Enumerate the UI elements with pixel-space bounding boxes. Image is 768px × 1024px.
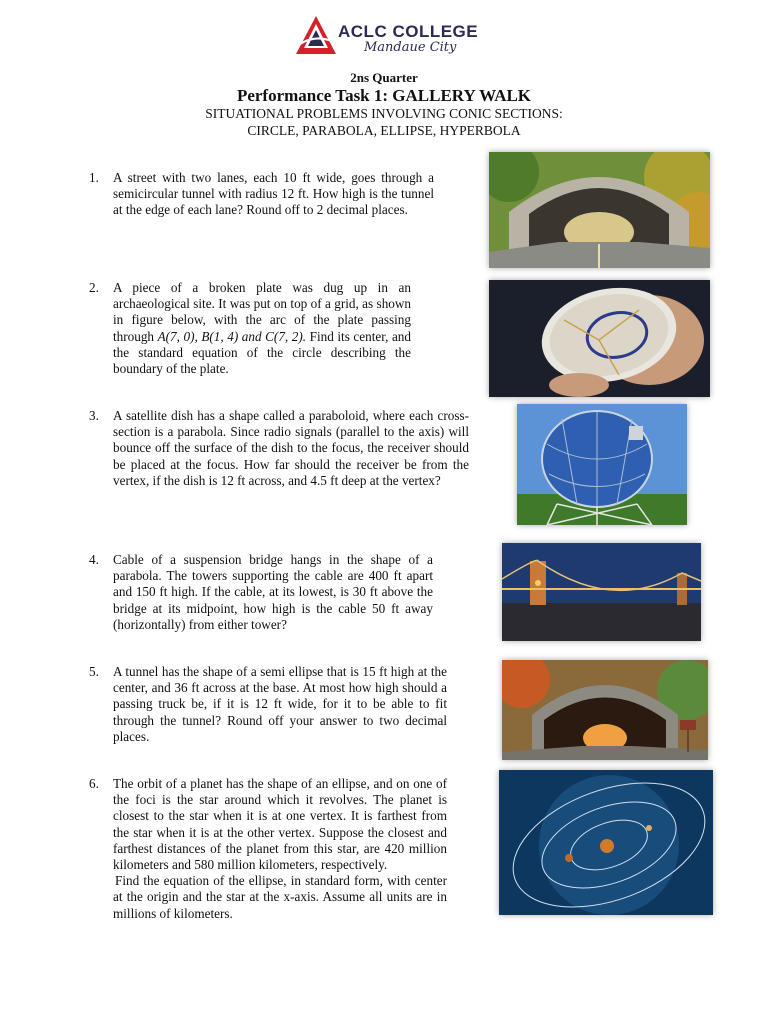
problem-text: A piece of a broken plate was dug up in an archaeological site. It was put on top of a grid, as shown in figure below, with the arc of the plate passing through A(7, 0), B(1, 4) and C(7, 2). Find its center, and the standard equation of the circle describing the boundary of the plate. — [113, 280, 411, 377]
problem-text: A tunnel has the shape of a semi ellipse that is 15 ft high at the center, and 36 ft across at the base. At most how high should a passing truck be, if it is 12 ft wide, for it to be able to fit through the tunnel? Round off your answer to two decimal places. — [113, 664, 447, 744]
problem-number: 4. — [89, 552, 99, 567]
problem-number: 6. — [89, 776, 99, 791]
college-logo — [294, 14, 479, 64]
problem-number: 3. — [89, 408, 99, 423]
tunnel-photo — [489, 152, 710, 268]
problem-number: 1. — [89, 170, 99, 185]
problem-text: A satellite dish has a shape called a paraboloid, where each cross-section is a parabola. Since radio signals (parallel to the axis) will bounce off the surface of the dish to the focus, the receiver should be placed at the focus. How far should the receiver be from the vertex, if the dish is 12 ft across, and 4.5 ft deep at the vertex? — [113, 408, 469, 488]
planet-orbit-photo — [499, 770, 713, 915]
broken-plate-photo — [489, 280, 710, 397]
college-name: ACLC COLLEGE — [338, 22, 479, 41]
suspension-bridge-photo — [502, 543, 701, 641]
subtitle-line-2: CIRCLE, PARABOLA, ELLIPSE, HYPERBOLA — [247, 123, 521, 138]
college-emblem-icon — [294, 14, 338, 58]
problem-points: A(7, 0), B(1, 4) and C(7, 2). — [157, 328, 307, 344]
satellite-dish-photo — [517, 404, 687, 525]
problem-text: The orbit of a planet has the shape of an ellipse, and on one of the foci is the star around which it revolves. The planet is closest to the star when it is at one vertex. It is farthest from the star when it is at the other vertex. Suppose the closest and farthest distances of the planet from this star, are 420 million kilometers and 580 million kilometers, respectively. — [113, 776, 447, 873]
subtitle-line-1: SITUATIONAL PROBLEMS INVOLVING CONIC SECTIONS: — [205, 106, 563, 121]
problem-text: Cable of a suspension bridge hangs in the shape of a parabola. The towers supporting the cable are 400 ft apart and 150 ft high. If the cable, at its lowest, is 30 ft above the bridge at its midpoint, how high is the cable 50 ft away (horizontally) from either tower? — [113, 552, 433, 632]
problem-text: A street with two lanes, each 10 ft wide, goes through a semicircular tunnel with radius 12 ft. How high is the tunnel at the edge of each lane? Round off to 2 decimal places. — [113, 170, 434, 218]
problem-number: 5. — [89, 664, 99, 679]
page-title: Performance Task 1: GALLERY WALK — [236, 86, 532, 105]
college-campus: Mandaue City — [364, 40, 457, 55]
quarter-label: 2ns Quarter — [350, 70, 418, 85]
elliptical-tunnel-photo — [502, 660, 708, 760]
problem-text-continued: Find the equation of the ellipse, in standard form, with center at the origin and the star at the x-axis. Assume all units are in millions of kilometers. — [113, 873, 447, 921]
problem-number: 2. — [89, 280, 99, 295]
